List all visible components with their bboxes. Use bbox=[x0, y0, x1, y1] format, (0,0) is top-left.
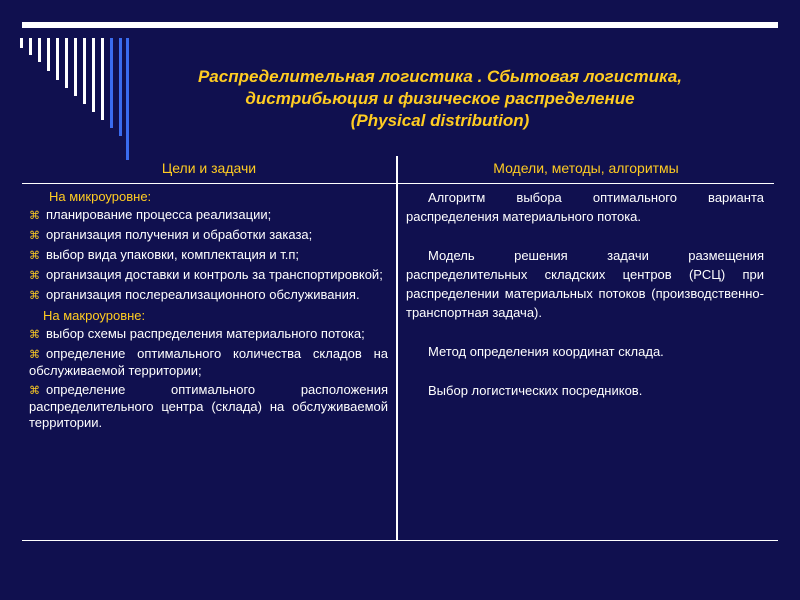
micro-level-item bbox=[29, 287, 388, 304]
ornament-bullet-icon: ⌘ bbox=[29, 230, 40, 242]
method-paragraph: Метод определения координат склада. bbox=[428, 344, 664, 359]
header-divider bbox=[22, 183, 774, 184]
micro-level-item-text: организация получения и обработки заказа; bbox=[46, 227, 313, 242]
macro-level-item bbox=[29, 326, 388, 343]
micro-level-item bbox=[29, 267, 388, 284]
ornament-bullet-icon: ⌘ bbox=[29, 290, 40, 302]
column-divider bbox=[396, 156, 398, 540]
method-paragraph: Выбор логистических посредников. bbox=[428, 383, 643, 398]
decorative-stripe bbox=[74, 38, 77, 96]
method-paragraph: Модель решения задачи размещения распределительных складских центров (РСЦ) при распределении материальных потоков (производственно-транспортная задача). bbox=[406, 248, 764, 320]
micro-level-item-text: организация доставки и контроль за транспортировкой; bbox=[46, 267, 383, 282]
ornament-bullet-icon: ⌘ bbox=[29, 270, 40, 282]
macro-level-item-text: определение оптимального расположения распределительного центра (склада) на обслуживаемой территории. bbox=[29, 382, 388, 430]
decorative-stripe bbox=[110, 38, 113, 128]
decorative-stripe bbox=[119, 38, 122, 136]
macro-level-list bbox=[29, 326, 388, 431]
macro-level-item-text: выбор схемы распределения материального потока; bbox=[46, 326, 365, 341]
right-column-header: Модели, методы, алгоритмы bbox=[493, 160, 679, 176]
macro-level-heading: На макроуровне: bbox=[43, 308, 146, 323]
micro-level-item bbox=[29, 247, 388, 264]
micro-level-item bbox=[29, 227, 388, 244]
slide-title bbox=[150, 66, 730, 132]
decorative-stripe bbox=[38, 38, 41, 62]
top-rule bbox=[22, 22, 778, 28]
micro-level-heading: На микроуровне: bbox=[49, 189, 152, 204]
decorative-stripe bbox=[29, 38, 32, 55]
ornament-bullet-icon: ⌘ bbox=[29, 349, 40, 361]
goals-column bbox=[29, 189, 388, 434]
title-line-1: Распределительная логистика . Сбытовая логистика, bbox=[197, 67, 683, 86]
micro-level-item bbox=[29, 207, 388, 224]
decorative-stripe bbox=[92, 38, 95, 112]
macro-level-item bbox=[29, 382, 388, 431]
decorative-stripe bbox=[20, 38, 23, 48]
decorative-stripe bbox=[65, 38, 68, 88]
macro-level-item-text: определение оптимального количества складов на обслуживаемой территории; bbox=[29, 346, 388, 378]
left-column-header: Цели и задачи bbox=[161, 160, 257, 176]
decorative-stripe bbox=[101, 38, 104, 120]
macro-level-item bbox=[29, 346, 388, 379]
decorative-stripe bbox=[56, 38, 59, 80]
bottom-rule bbox=[22, 540, 778, 541]
decorative-stripe bbox=[126, 38, 129, 160]
title-line-2: дистрибьюция и физическое распределение bbox=[245, 89, 635, 108]
ornament-bullet-icon: ⌘ bbox=[29, 385, 40, 397]
micro-level-item-text: выбор вида упаковки, комплектация и т.п; bbox=[46, 247, 300, 262]
method-paragraph: Алгоритм выбора оптимального варианта распределения материального потока. bbox=[406, 190, 764, 224]
title-line-3: (Physical distribution) bbox=[350, 111, 530, 130]
ornament-bullet-icon: ⌘ bbox=[29, 210, 40, 222]
decorative-stripe bbox=[83, 38, 86, 104]
decorative-stripe bbox=[47, 38, 50, 71]
micro-level-item-text: организация послереализационного обслуживания. bbox=[46, 287, 360, 302]
methods-column bbox=[406, 188, 764, 420]
micro-level-list bbox=[29, 207, 388, 304]
ornament-bullet-icon: ⌘ bbox=[29, 329, 40, 341]
ornament-bullet-icon: ⌘ bbox=[29, 250, 40, 262]
micro-level-item-text: планирование процесса реализации; bbox=[46, 207, 272, 222]
